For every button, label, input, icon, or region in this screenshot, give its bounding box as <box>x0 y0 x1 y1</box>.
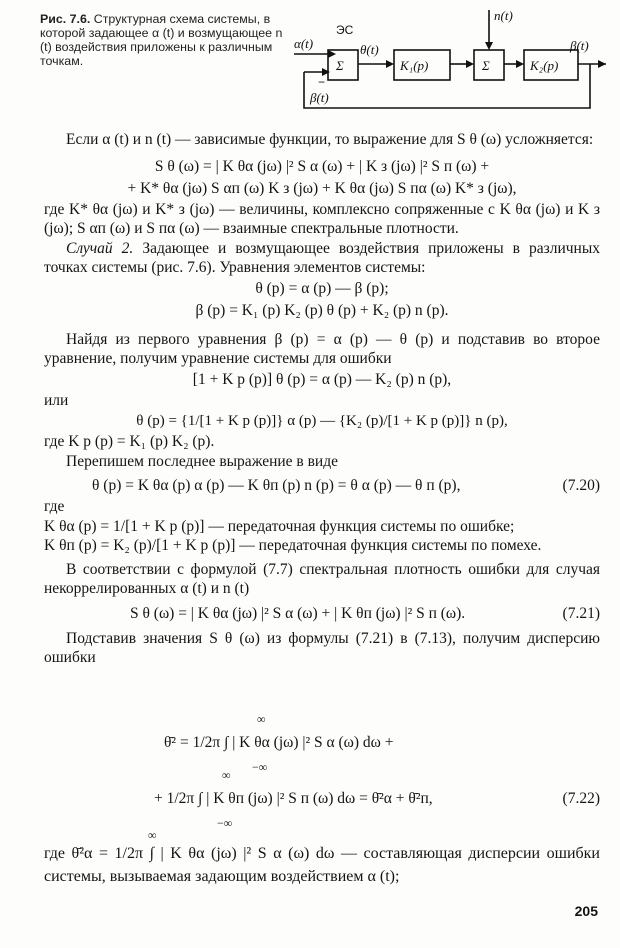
case-label: Случай 2. <box>66 239 134 257</box>
equation-1b: + K* θα (jω) S αп (ω) K з (jω) + K θα (jω) S пα (ω) K* з (jω), <box>127 179 517 197</box>
output-label: β(t) <box>570 38 589 53</box>
integral-lower-2: −∞ <box>217 816 233 830</box>
top-label: ЭС <box>336 23 354 37</box>
feedback-label: β(t) <box>310 90 329 105</box>
equation-4: [1 + K р (p)] θ (p) = α (p) — K₂ (p) n (p), <box>192 370 452 388</box>
word-gde: где <box>44 498 65 515</box>
equation-7: S θ (ω) = | K θα (jω) |² S α (ω) + | K θп (jω) |² S п (ω). <box>130 604 466 622</box>
integral-upper-2: ∞ <box>222 768 231 782</box>
page-number: 205 <box>574 903 598 919</box>
equation-8a-block <box>44 712 600 774</box>
k1-label: K₁(p) <box>400 58 429 73</box>
paragraph-8: K θп (p) = K₂ (p)/[1 + K р (p)] — передаточная функция системы по помехе. <box>44 537 542 554</box>
equation-8a: θ̄² = 1/2π ∫ | K θα (jω) |² S α (ω) dω + <box>164 734 394 751</box>
paragraph-4: Найдя из первого уравнения β (p) = α (p) — θ (p) и подставив во второе уравнение, получим уравнение системы для ошибки <box>44 330 600 367</box>
equation-7-row <box>44 603 600 625</box>
minus-sign: − <box>318 75 326 89</box>
word-ili: или <box>44 391 69 409</box>
paragraph-10: Подставив значения S θ (ω) из формулы (7.21) в (7.13), получим дисперсию ошибки <box>44 629 600 666</box>
paragraph-1: Если α (t) и n (t) — зависимые функции, то выражение для S θ (ω) усложняется: <box>66 131 594 148</box>
equation-6: θ (p) = K θα (p) α (p) — K θп (p) n (p) = θ α (p) — θ п (p), <box>92 477 461 494</box>
paragraph-7: K θα (p) = 1/[1 + K р (p)] — передаточная функция системы по ошибке; <box>44 517 515 535</box>
integral-lower-1: −∞ <box>252 760 268 774</box>
paragraph-3-text: Задающее и возмущающее воздействия приложены в различных точках системы (рис. 7.6). Уравнения элементов системы: <box>44 239 601 276</box>
paragraph-6: Перепишем последнее выражение в виде <box>66 452 338 470</box>
block-diagram <box>290 4 610 116</box>
equation-8-number: (7.22) <box>562 790 600 807</box>
paragraph-11: где θ̄²α = 1/2π ∫ | K θα (jω) |² S α (ω) dω — составляющая дисперсии ошибки системы, вызываемая задающим воздействием α (t); <box>44 845 600 885</box>
main-text <box>44 130 600 668</box>
equation-3: β (p) = K₁ (p) K₂ (p) θ (p) + K₂ (p) n (p). <box>195 301 449 319</box>
integral-upper-3: ∞ <box>148 828 157 842</box>
equation-1a: S θ (ω) = | K θα (jω) |² S α (ω) + | K з (jω) |² S п (ω) + <box>154 157 490 175</box>
equation-8b: + 1/2π ∫ | K θп (jω) |² S п (ω) dω = θ̄²α + θ̄²п, <box>154 790 433 807</box>
integral-upper-1: ∞ <box>257 712 266 726</box>
noise-label: n(t) <box>494 8 513 23</box>
figure-caption <box>40 12 295 68</box>
paragraph-3 <box>44 239 600 278</box>
input-label: α(t) <box>294 36 314 51</box>
paragraph-2: где K* θα (jω) и K* з (jω) — величины, комплексно сопряженные с K θα (jω) и K з (jω); S αп (ω) и S пα (ω) — взаимные спектральные плотности. <box>44 200 600 237</box>
equation-6-row <box>44 475 600 497</box>
figure-caption-text: Структурная схема системы, в которой задающее α (t) и возмущающее n (t) воздействия приложены к различным точкам. <box>40 12 283 68</box>
k2-label: K₂(p) <box>530 58 559 73</box>
paragraph-9: В соответствии с формулой (7.7) спектральная плотность ошибки для случая некоррелированных α (t) и n (t) <box>44 560 600 597</box>
theta-label: θ(t) <box>360 42 379 57</box>
equation-7-number: (7.21) <box>562 604 600 622</box>
sum-1-symbol: Σ <box>336 58 344 73</box>
equation-8b-block <box>44 768 600 830</box>
equation-2: θ (p) = α (p) — β (p); <box>255 279 389 297</box>
sum-2-symbol: Σ <box>482 58 490 73</box>
figure-caption-label: Рис. 7.6. <box>40 12 91 26</box>
equation-5: θ (p) = {1/[1 + K р (p)]} α (p) — {K₂ (p)/[1 + K р (p)]} n (p), <box>136 413 508 429</box>
equation-6-number: (7.20) <box>562 477 600 494</box>
paragraph-11-block <box>44 828 600 888</box>
paragraph-5: где K р (p) = K₁ (p) K₂ (p). <box>44 433 215 450</box>
